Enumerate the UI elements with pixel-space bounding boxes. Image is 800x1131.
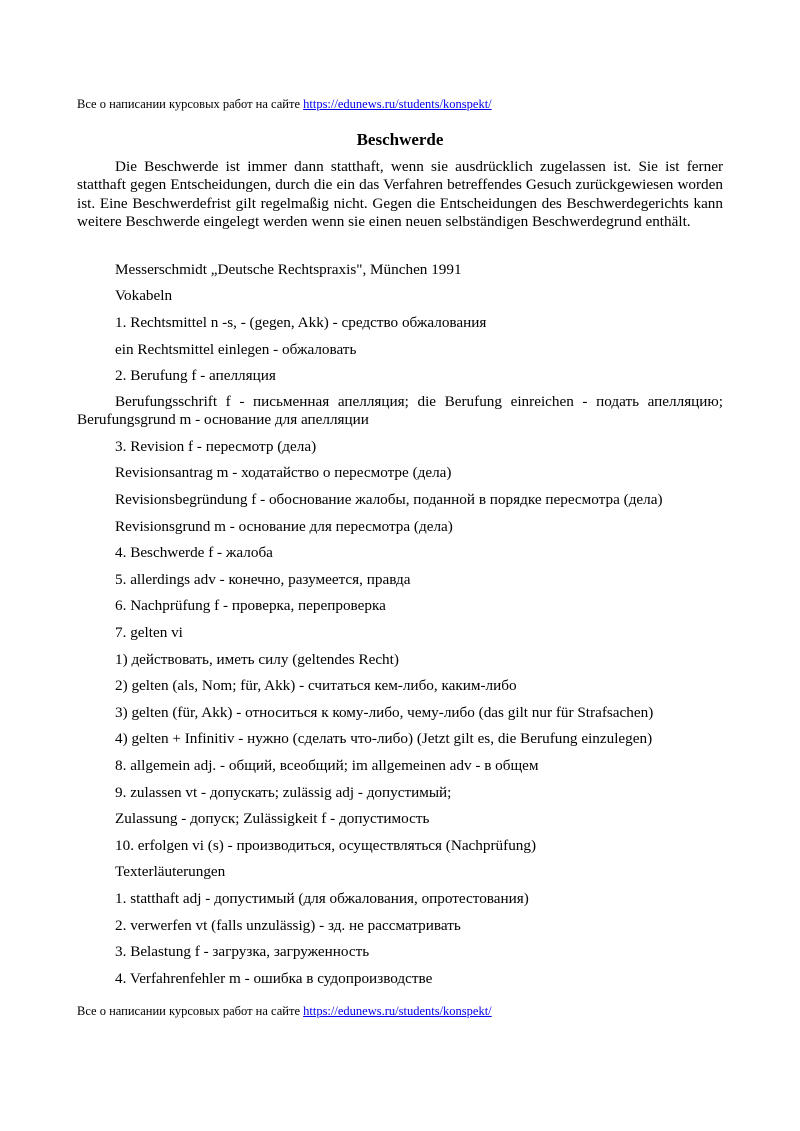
notes-heading: Texterläuterungen bbox=[115, 863, 226, 880]
vocab-item: Berufungsschrift f - письменная апелляция; die Berufung einreichen - подать апелляцию; Berufungsgrund m - основание для апелляции bbox=[77, 393, 723, 429]
header-link[interactable]: https://edunews.ru/students/konspekt/ bbox=[303, 97, 492, 111]
vocab-item: Zulassung - допуск; Zulässigkeit f - допустимость bbox=[115, 810, 430, 827]
vocab-item: 5. allerdings adv - конечно, разумеется, правда bbox=[115, 571, 411, 588]
vocab-item: 3) gelten (für, Akk) - относиться к кому-либо, чему-либо (das gilt nur für Strafsachen) bbox=[115, 704, 654, 721]
vocab-item: Revisionsantrag m - ходатайство о пересмотре (дела) bbox=[115, 464, 452, 481]
document-title: Beschwerde bbox=[356, 130, 444, 149]
note-item: 2. verwerfen vt (falls unzulässig) - зд. не рассматривать bbox=[115, 917, 461, 934]
header-text: Все о написании курсовых работ на сайте bbox=[77, 97, 304, 111]
vocab-item: 1. Rechtsmittel n -s, - (gegen, Akk) - средство обжалования bbox=[115, 314, 487, 331]
source-citation: Messerschmidt „Deutsche Rechtspraxis", München 1991 bbox=[115, 261, 462, 278]
vocab-item: ein Rechtsmittel einlegen - обжаловать bbox=[115, 341, 357, 358]
vocab-item: 8. allgemein adj. - общий, всеобщий; im allgemeinen adv - в общем bbox=[115, 757, 539, 774]
page-header bbox=[77, 97, 492, 112]
vocab-item: 4) gelten + Infinitiv - нужно (сделать что-либо) (Jetzt gilt es, die Berufung einzulegen) bbox=[115, 730, 653, 747]
vocab-item: 7. gelten vi bbox=[115, 624, 183, 641]
vocab-item: 3. Revision f - пересмотр (дела) bbox=[115, 438, 317, 455]
vocab-item: 1) действовать, иметь силу (geltendes Recht) bbox=[115, 651, 399, 668]
vocab-item: 2. Berufung f - апелляция bbox=[115, 367, 276, 384]
vocab-item: 6. Nachprüfung f - проверка, перепроверка bbox=[115, 597, 386, 614]
note-item: 3. Belastung f - загрузка, загруженность bbox=[115, 943, 370, 960]
vocab-heading: Vokabeln bbox=[115, 287, 173, 304]
vocab-item: 10. erfolgen vi (s) - производиться, осуществляться (Nachprüfung) bbox=[115, 837, 537, 854]
note-item: 4. Verfahrenfehler m - ошибка в судопроизводстве bbox=[115, 970, 433, 987]
vocab-item: 9. zulassen vt - допускать; zulässig adj - допустимый; bbox=[115, 784, 452, 801]
page-footer bbox=[77, 1004, 492, 1019]
vocab-item: 4. Beschwerde f - жалоба bbox=[115, 544, 273, 561]
footer-link[interactable]: https://edunews.ru/students/konspekt/ bbox=[303, 1004, 492, 1018]
vocab-item: Revisionsgrund m - основание для пересмотра (дела) bbox=[115, 518, 453, 535]
footer-text: Все о написании курсовых работ на сайте bbox=[77, 1004, 304, 1018]
vocab-item: 2) gelten (als, Nom; für, Akk) - считаться кем-либо, каким-либо bbox=[115, 677, 517, 694]
note-item: 1. statthaft adj - допустимый (для обжалования, опротестования) bbox=[115, 890, 529, 907]
vocab-item: Revisionsbegründung f - обоснование жалобы, поданной в порядке пересмотра (дела) bbox=[115, 491, 663, 508]
intro-paragraph: Die Beschwerde ist immer dann statthaft, wenn sie ausdrücklich zugelassen ist. Sie ist ferner statthaft gegen Entscheidungen, durch die ein das Verfahren betreffendes Gesuch zurückgewiesen worden ist. Eine Beschwerdefrist gilt regelmaßig nicht. Gegen die Entscheidungen des Beschwerdegerichts kann weitere Beschwerde eingelegt werden wenn sie einen neuen selbständigen Beschwerdegrund enthält. bbox=[77, 158, 723, 231]
